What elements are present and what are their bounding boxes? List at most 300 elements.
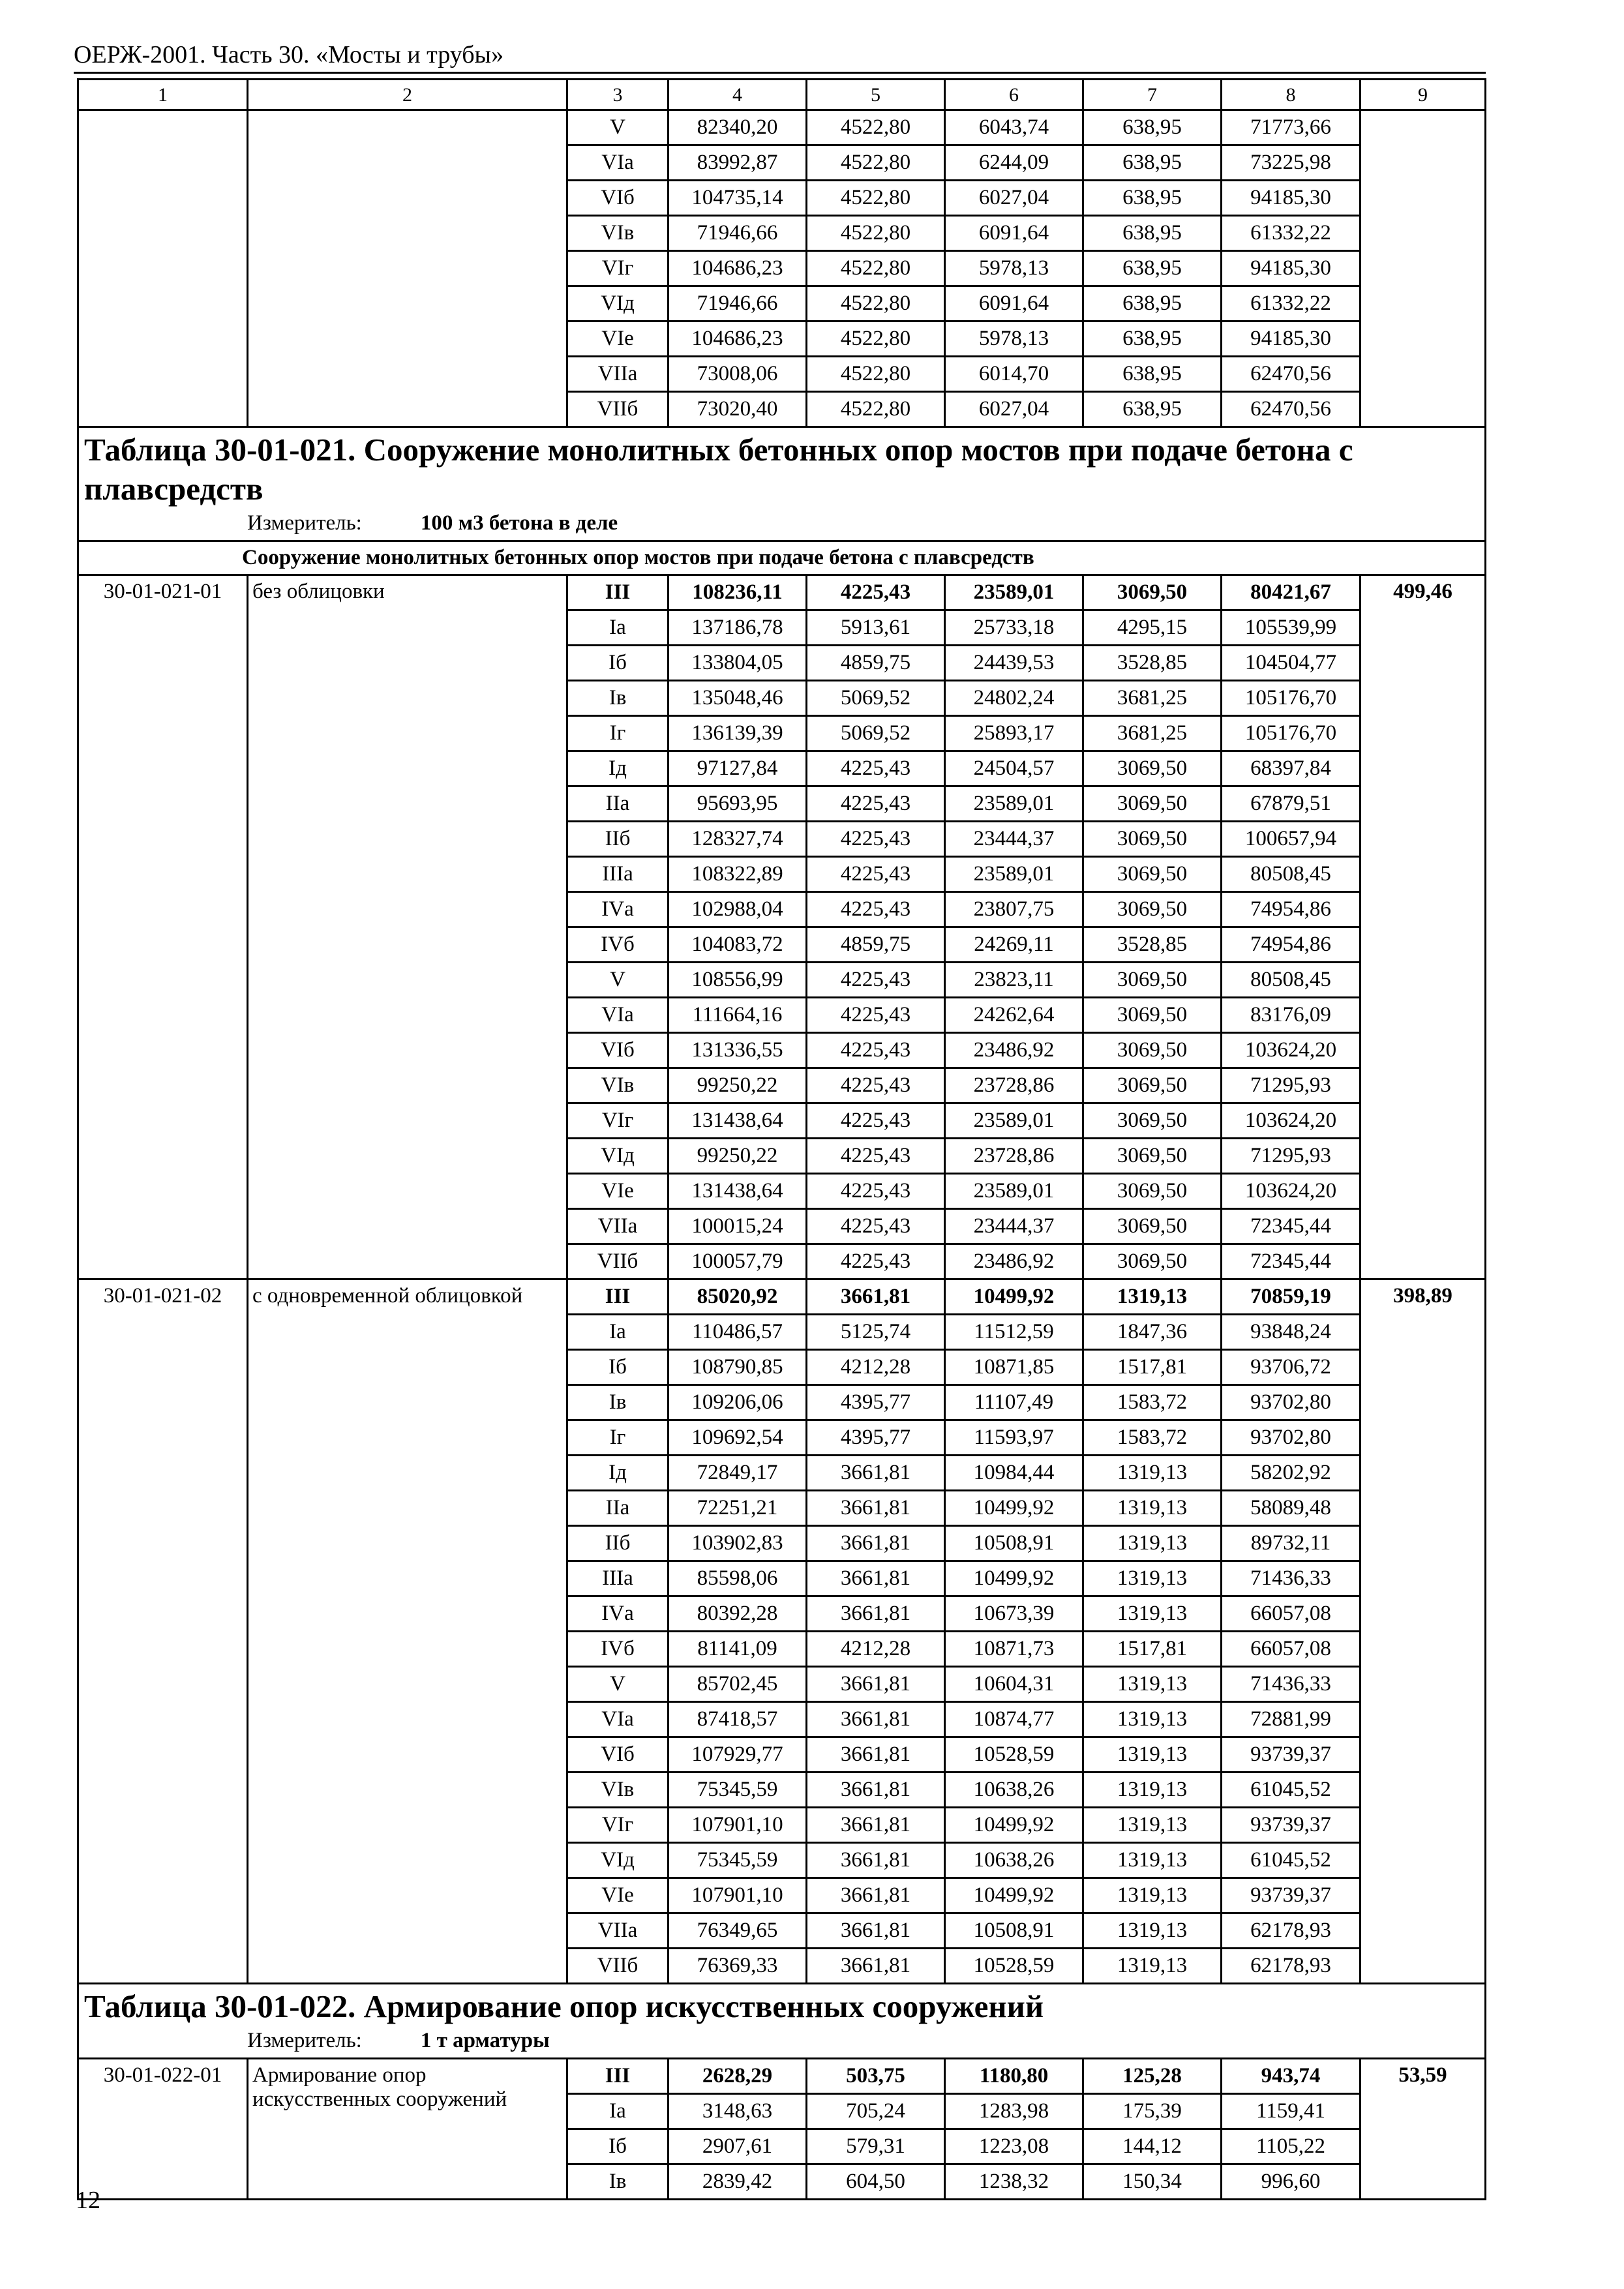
column-number: 1 xyxy=(78,80,248,110)
price-cell: 4522,80 xyxy=(807,216,945,251)
zone-cell: Iг xyxy=(567,716,669,751)
price-cell: 1319,13 xyxy=(1083,1491,1222,1526)
price-cell: 638,95 xyxy=(1083,286,1222,322)
zone-cell: VIд xyxy=(567,1843,669,1878)
rate-total: 499,46 xyxy=(1361,575,1486,1279)
price-cell: 107901,10 xyxy=(669,1878,807,1913)
zone-cell: VIIб xyxy=(567,392,669,427)
zone-cell: III xyxy=(567,575,669,610)
zone-cell: VIе xyxy=(567,1174,669,1209)
price-cell: 87418,57 xyxy=(669,1702,807,1737)
price-cell: 3528,85 xyxy=(1083,646,1222,681)
price-cell: 638,95 xyxy=(1083,216,1222,251)
price-cell: 4859,75 xyxy=(807,927,945,963)
zone-cell: IIб xyxy=(567,822,669,857)
price-cell: 93706,72 xyxy=(1222,1350,1361,1385)
price-cell: 3069,50 xyxy=(1083,1068,1222,1103)
zone-cell: III xyxy=(567,2059,669,2094)
price-cell: 638,95 xyxy=(1083,392,1222,427)
price-cell: 93848,24 xyxy=(1222,1315,1361,1350)
price-cell: 72849,17 xyxy=(669,1456,807,1491)
zone-cell: VIг xyxy=(567,1103,669,1139)
price-cell: 996,60 xyxy=(1222,2164,1361,2200)
zone-cell: VIIб xyxy=(567,1949,669,1984)
price-cell: 108236,11 xyxy=(669,575,807,610)
price-cell: 1319,13 xyxy=(1083,1913,1222,1949)
price-cell: 110486,57 xyxy=(669,1315,807,1350)
price-cell: 61332,22 xyxy=(1222,286,1361,322)
rate-code: 30-01-021-01 xyxy=(78,575,248,1279)
price-cell: 10508,91 xyxy=(945,1526,1083,1561)
price-cell: 99250,22 xyxy=(669,1068,807,1103)
zone-cell: IIIа xyxy=(567,1561,669,1596)
price-cell: 104686,23 xyxy=(669,251,807,286)
price-cell: 1319,13 xyxy=(1083,1702,1222,1737)
price-cell: 4522,80 xyxy=(807,110,945,145)
price-cell: 94185,30 xyxy=(1222,322,1361,357)
price-cell: 3069,50 xyxy=(1083,575,1222,610)
price-cell: 58089,48 xyxy=(1222,1491,1361,1526)
price-cell: 3528,85 xyxy=(1083,927,1222,963)
price-cell: 4522,80 xyxy=(807,357,945,392)
price-cell: 6027,04 xyxy=(945,181,1083,216)
price-cell: 97127,84 xyxy=(669,751,807,786)
price-cell: 10499,92 xyxy=(945,1491,1083,1526)
price-cell: 638,95 xyxy=(1083,251,1222,286)
price-cell: 4225,43 xyxy=(807,1033,945,1068)
running-header: ОЕРЖ-2001. Часть 30. «Мосты и трубы» xyxy=(74,41,504,68)
zone-cell: IIа xyxy=(567,1491,669,1526)
price-cell: 80508,45 xyxy=(1222,857,1361,892)
price-cell: 24269,11 xyxy=(945,927,1083,963)
price-cell: 4225,43 xyxy=(807,998,945,1033)
price-cell: 25733,18 xyxy=(945,610,1083,646)
price-cell: 1319,13 xyxy=(1083,1456,1222,1491)
price-cell: 5125,74 xyxy=(807,1315,945,1350)
price-cell: 104504,77 xyxy=(1222,646,1361,681)
price-cell: 3069,50 xyxy=(1083,822,1222,857)
name-cell xyxy=(248,110,567,427)
price-cell: 3661,81 xyxy=(807,1491,945,1526)
price-cell: 10638,26 xyxy=(945,1843,1083,1878)
code-cell xyxy=(78,110,248,427)
price-cell: 5913,61 xyxy=(807,610,945,646)
price-cell: 128327,74 xyxy=(669,822,807,857)
price-cell: 109206,06 xyxy=(669,1385,807,1420)
price-cell: 107929,77 xyxy=(669,1737,807,1773)
table-row xyxy=(78,575,1486,610)
price-cell: 638,95 xyxy=(1083,110,1222,145)
price-cell: 3661,81 xyxy=(807,1949,945,1984)
zone-cell: VIа xyxy=(567,998,669,1033)
zone-cell: IVа xyxy=(567,1596,669,1632)
table-row xyxy=(78,110,1486,145)
price-cell: 80421,67 xyxy=(1222,575,1361,610)
price-cell: 638,95 xyxy=(1083,145,1222,181)
price-cell: 72251,21 xyxy=(669,1491,807,1526)
price-cell: 89732,11 xyxy=(1222,1526,1361,1561)
price-cell: 100657,94 xyxy=(1222,822,1361,857)
price-cell: 23589,01 xyxy=(945,1103,1083,1139)
price-cell: 105176,70 xyxy=(1222,681,1361,716)
price-cell: 6027,04 xyxy=(945,392,1083,427)
zone-cell: Iв xyxy=(567,2164,669,2200)
price-cell: 83992,87 xyxy=(669,145,807,181)
price-cell: 1223,08 xyxy=(945,2129,1083,2164)
zone-cell: Iв xyxy=(567,1385,669,1420)
price-cell: 23444,37 xyxy=(945,1209,1083,1244)
price-cell: 83176,09 xyxy=(1222,998,1361,1033)
price-cell: 3069,50 xyxy=(1083,1174,1222,1209)
price-cell: 4225,43 xyxy=(807,1068,945,1103)
zone-cell: VIв xyxy=(567,1773,669,1808)
zone-cell: VIд xyxy=(567,286,669,322)
price-cell: 1238,32 xyxy=(945,2164,1083,2200)
price-cell: 82340,20 xyxy=(669,110,807,145)
price-cell: 1517,81 xyxy=(1083,1350,1222,1385)
price-cell: 3661,81 xyxy=(807,1878,945,1913)
price-cell: 100015,24 xyxy=(669,1209,807,1244)
rate-name: Армирование опор искусственных сооружений xyxy=(248,2059,567,2200)
price-cell: 175,39 xyxy=(1083,2094,1222,2129)
price-cell: 638,95 xyxy=(1083,357,1222,392)
price-cell: 76369,33 xyxy=(669,1949,807,1984)
price-cell: 68397,84 xyxy=(1222,751,1361,786)
price-cell: 61045,52 xyxy=(1222,1773,1361,1808)
zone-cell: VIб xyxy=(567,181,669,216)
price-cell: 71946,66 xyxy=(669,216,807,251)
price-cell: 1319,13 xyxy=(1083,1526,1222,1561)
price-cell: 10508,91 xyxy=(945,1913,1083,1949)
price-cell: 105176,70 xyxy=(1222,716,1361,751)
price-cell: 23589,01 xyxy=(945,857,1083,892)
measure-value: 100 м3 бетона в деле xyxy=(420,511,618,535)
price-cell: 4225,43 xyxy=(807,751,945,786)
price-cell: 144,12 xyxy=(1083,2129,1222,2164)
price-cell: 3661,81 xyxy=(807,1808,945,1843)
measure-label: Измеритель: xyxy=(247,2029,362,2052)
total-cell xyxy=(1361,110,1486,427)
price-cell: 4522,80 xyxy=(807,251,945,286)
price-cell: 10528,59 xyxy=(945,1949,1083,1984)
price-cell: 3681,25 xyxy=(1083,716,1222,751)
price-cell: 1319,13 xyxy=(1083,1808,1222,1843)
zone-cell: Iв xyxy=(567,681,669,716)
column-number: 8 xyxy=(1222,80,1361,110)
price-cell: 10604,31 xyxy=(945,1667,1083,1702)
price-cell: 62470,56 xyxy=(1222,357,1361,392)
price-cell: 3681,25 xyxy=(1083,681,1222,716)
zone-cell: VIд xyxy=(567,1139,669,1174)
price-cell: 3069,50 xyxy=(1083,751,1222,786)
section-subtitle-row xyxy=(78,541,1486,575)
price-cell: 94185,30 xyxy=(1222,251,1361,286)
price-cell: 3069,50 xyxy=(1083,1033,1222,1068)
price-cell: 4225,43 xyxy=(807,1209,945,1244)
price-cell: 93739,37 xyxy=(1222,1878,1361,1913)
table-title-cell xyxy=(78,427,1486,541)
zone-cell: VIа xyxy=(567,1702,669,1737)
price-cell: 3661,81 xyxy=(807,1702,945,1737)
zone-cell: VIг xyxy=(567,251,669,286)
price-cell: 58202,92 xyxy=(1222,1456,1361,1491)
price-cell: 23823,11 xyxy=(945,963,1083,998)
price-cell: 4225,43 xyxy=(807,963,945,998)
page-number: 12 xyxy=(76,2187,100,2214)
price-cell: 3661,81 xyxy=(807,1737,945,1773)
table-title-cell xyxy=(78,1984,1486,2059)
price-cell: 93702,80 xyxy=(1222,1420,1361,1456)
price-cell: 1583,72 xyxy=(1083,1420,1222,1456)
column-number: 4 xyxy=(669,80,807,110)
price-cell: 1319,13 xyxy=(1083,1949,1222,1984)
price-cell: 4225,43 xyxy=(807,1103,945,1139)
price-cell: 24504,57 xyxy=(945,751,1083,786)
price-cell: 503,75 xyxy=(807,2059,945,2094)
price-cell: 3661,81 xyxy=(807,1456,945,1491)
price-cell: 3069,50 xyxy=(1083,892,1222,927)
price-cell: 133804,05 xyxy=(669,646,807,681)
price-cell: 3661,81 xyxy=(807,1773,945,1808)
price-cell: 4225,43 xyxy=(807,822,945,857)
price-cell: 66057,08 xyxy=(1222,1596,1361,1632)
price-cell: 705,24 xyxy=(807,2094,945,2129)
price-cell: 1517,81 xyxy=(1083,1632,1222,1667)
price-cell: 6244,09 xyxy=(945,145,1083,181)
price-cell: 125,28 xyxy=(1083,2059,1222,2094)
price-cell: 5069,52 xyxy=(807,681,945,716)
zone-cell: Iб xyxy=(567,646,669,681)
price-cell: 638,95 xyxy=(1083,181,1222,216)
price-cell: 1319,13 xyxy=(1083,1667,1222,1702)
zone-cell: VIг xyxy=(567,1808,669,1843)
price-cell: 10638,26 xyxy=(945,1773,1083,1808)
price-cell: 131336,55 xyxy=(669,1033,807,1068)
price-cell: 75345,59 xyxy=(669,1773,807,1808)
price-cell: 66057,08 xyxy=(1222,1632,1361,1667)
price-cell: 3069,50 xyxy=(1083,1139,1222,1174)
zone-cell: Iа xyxy=(567,2094,669,2129)
price-cell: 1583,72 xyxy=(1083,1385,1222,1420)
zone-cell: VIе xyxy=(567,322,669,357)
price-cell: 85702,45 xyxy=(669,1667,807,1702)
price-cell: 103902,83 xyxy=(669,1526,807,1561)
price-cell: 6014,70 xyxy=(945,357,1083,392)
price-cell: 4522,80 xyxy=(807,181,945,216)
price-cell: 3661,81 xyxy=(807,1667,945,1702)
zone-cell: Iа xyxy=(567,1315,669,1350)
price-cell: 4225,43 xyxy=(807,786,945,822)
measure-unit xyxy=(247,509,1479,537)
price-cell: 1319,13 xyxy=(1083,1737,1222,1773)
zone-cell: IIа xyxy=(567,786,669,822)
price-cell: 136139,39 xyxy=(669,716,807,751)
price-cell: 3661,81 xyxy=(807,1843,945,1878)
price-cell: 3069,50 xyxy=(1083,1244,1222,1279)
zone-cell: Iг xyxy=(567,1420,669,1456)
price-cell: 3069,50 xyxy=(1083,1209,1222,1244)
price-cell: 3661,81 xyxy=(807,1913,945,1949)
price-cell: 1180,80 xyxy=(945,2059,1083,2094)
price-cell: 70859,19 xyxy=(1222,1279,1361,1315)
column-number: 3 xyxy=(567,80,669,110)
price-cell: 5978,13 xyxy=(945,322,1083,357)
price-cell: 72345,44 xyxy=(1222,1244,1361,1279)
price-cell: 5069,52 xyxy=(807,716,945,751)
price-cell: 71436,33 xyxy=(1222,1667,1361,1702)
price-cell: 4225,43 xyxy=(807,1244,945,1279)
price-cell: 10871,85 xyxy=(945,1350,1083,1385)
price-cell: 95693,95 xyxy=(669,786,807,822)
price-cell: 71436,33 xyxy=(1222,1561,1361,1596)
price-cell: 4522,80 xyxy=(807,322,945,357)
price-cell: 2628,29 xyxy=(669,2059,807,2094)
price-cell: 71946,66 xyxy=(669,286,807,322)
price-cell: 1319,13 xyxy=(1083,1596,1222,1632)
price-cell: 1319,13 xyxy=(1083,1878,1222,1913)
price-cell: 100057,79 xyxy=(669,1244,807,1279)
zone-cell: Iа xyxy=(567,610,669,646)
price-cell: 3661,81 xyxy=(807,1279,945,1315)
zone-cell: VIб xyxy=(567,1737,669,1773)
zone-cell: Iб xyxy=(567,1350,669,1385)
price-cell: 108556,99 xyxy=(669,963,807,998)
price-cell: 74954,86 xyxy=(1222,892,1361,927)
rate-name: с одновременной облицовкой xyxy=(248,1279,567,1984)
price-cell: 1105,22 xyxy=(1222,2129,1361,2164)
price-cell: 5978,13 xyxy=(945,251,1083,286)
price-cell: 6091,64 xyxy=(945,216,1083,251)
price-cell: 2907,61 xyxy=(669,2129,807,2164)
price-cell: 4395,77 xyxy=(807,1385,945,1420)
zone-cell: III xyxy=(567,1279,669,1315)
price-cell: 23728,86 xyxy=(945,1139,1083,1174)
table-title-row xyxy=(78,1984,1486,2059)
price-cell: 4212,28 xyxy=(807,1350,945,1385)
price-cell: 1283,98 xyxy=(945,2094,1083,2129)
price-cell: 103624,20 xyxy=(1222,1033,1361,1068)
price-cell: 80392,28 xyxy=(669,1596,807,1632)
price-cell: 943,74 xyxy=(1222,2059,1361,2094)
rate-code: 30-01-022-01 xyxy=(78,2059,248,2200)
column-number: 6 xyxy=(945,80,1083,110)
price-cell: 104686,23 xyxy=(669,322,807,357)
zone-cell: Iд xyxy=(567,1456,669,1491)
price-cell: 23589,01 xyxy=(945,1174,1083,1209)
zone-cell: IVб xyxy=(567,927,669,963)
table-row xyxy=(78,2059,1486,2094)
rates-table-body xyxy=(78,80,1486,2200)
price-cell: 135048,46 xyxy=(669,681,807,716)
price-cell: 73020,40 xyxy=(669,392,807,427)
price-cell: 103624,20 xyxy=(1222,1103,1361,1139)
rate-total: 398,89 xyxy=(1361,1279,1486,1984)
price-cell: 23807,75 xyxy=(945,892,1083,927)
rate-code: 30-01-021-02 xyxy=(78,1279,248,1984)
price-cell: 109692,54 xyxy=(669,1420,807,1456)
price-cell: 102988,04 xyxy=(669,892,807,927)
price-cell: 23589,01 xyxy=(945,575,1083,610)
price-cell: 10499,92 xyxy=(945,1561,1083,1596)
zone-cell: V xyxy=(567,963,669,998)
price-cell: 80508,45 xyxy=(1222,963,1361,998)
price-cell: 10673,39 xyxy=(945,1596,1083,1632)
price-cell: 71295,93 xyxy=(1222,1068,1361,1103)
price-cell: 75345,59 xyxy=(669,1843,807,1878)
price-cell: 72881,99 xyxy=(1222,1702,1361,1737)
price-cell: 93739,37 xyxy=(1222,1808,1361,1843)
price-cell: 4225,43 xyxy=(807,1174,945,1209)
price-cell: 3069,50 xyxy=(1083,998,1222,1033)
price-cell: 111664,16 xyxy=(669,998,807,1033)
measure-value: 1 т арматуры xyxy=(420,2029,550,2052)
price-cell: 61045,52 xyxy=(1222,1843,1361,1878)
price-cell: 85598,06 xyxy=(669,1561,807,1596)
price-cell: 4225,43 xyxy=(807,575,945,610)
header-rule xyxy=(74,72,1486,74)
price-cell: 3069,50 xyxy=(1083,1103,1222,1139)
price-cell: 11512,59 xyxy=(945,1315,1083,1350)
price-cell: 3661,81 xyxy=(807,1526,945,1561)
price-cell: 74954,86 xyxy=(1222,927,1361,963)
price-cell: 108322,89 xyxy=(669,857,807,892)
price-cell: 4395,77 xyxy=(807,1420,945,1456)
table-row xyxy=(78,1279,1486,1315)
zone-cell: VIIа xyxy=(567,1913,669,1949)
price-cell: 3069,50 xyxy=(1083,857,1222,892)
zone-cell: VIIа xyxy=(567,357,669,392)
price-cell: 579,31 xyxy=(807,2129,945,2164)
price-cell: 108790,85 xyxy=(669,1350,807,1385)
price-cell: 4225,43 xyxy=(807,892,945,927)
price-cell: 71773,66 xyxy=(1222,110,1361,145)
price-cell: 4295,15 xyxy=(1083,610,1222,646)
price-cell: 10984,44 xyxy=(945,1456,1083,1491)
rate-name: без облицовки xyxy=(248,575,567,1279)
price-cell: 23728,86 xyxy=(945,1068,1083,1103)
price-cell: 104083,72 xyxy=(669,927,807,963)
price-cell: 10528,59 xyxy=(945,1737,1083,1773)
price-cell: 1319,13 xyxy=(1083,1843,1222,1878)
measure-unit xyxy=(247,2026,1479,2055)
zone-cell: VIе xyxy=(567,1878,669,1913)
price-cell: 4522,80 xyxy=(807,392,945,427)
price-cell: 105539,99 xyxy=(1222,610,1361,646)
column-number: 9 xyxy=(1361,80,1486,110)
measure-label: Измеритель: xyxy=(247,511,362,535)
price-cell: 23444,37 xyxy=(945,822,1083,857)
price-cell: 72345,44 xyxy=(1222,1209,1361,1244)
column-number-row xyxy=(78,80,1486,110)
price-cell: 2839,42 xyxy=(669,2164,807,2200)
price-cell: 107901,10 xyxy=(669,1808,807,1843)
price-cell: 6091,64 xyxy=(945,286,1083,322)
price-cell: 638,95 xyxy=(1083,322,1222,357)
price-cell: 604,50 xyxy=(807,2164,945,2200)
price-cell: 150,34 xyxy=(1083,2164,1222,2200)
price-cell: 4225,43 xyxy=(807,857,945,892)
price-cell: 104735,14 xyxy=(669,181,807,216)
price-cell: 4859,75 xyxy=(807,646,945,681)
price-cell: 131438,64 xyxy=(669,1103,807,1139)
price-cell: 3069,50 xyxy=(1083,786,1222,822)
price-cell: 67879,51 xyxy=(1222,786,1361,822)
column-number: 7 xyxy=(1083,80,1222,110)
price-cell: 62178,93 xyxy=(1222,1913,1361,1949)
zone-cell: VIв xyxy=(567,1068,669,1103)
price-cell: 94185,30 xyxy=(1222,181,1361,216)
table-title: Таблица 30-01-022. Армирование опор искусственных сооружений xyxy=(84,1988,1044,2024)
